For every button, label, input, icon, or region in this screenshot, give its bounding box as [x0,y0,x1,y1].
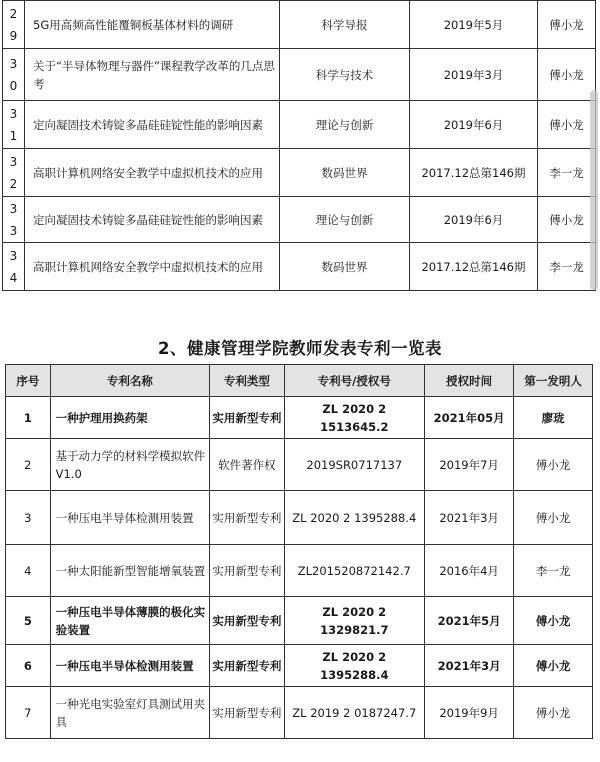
author: 李一龙 [538,149,596,197]
patent-number: ZL 2020 2 1395288.4 [284,645,424,687]
row-number: 3 4 [3,243,25,291]
grant-date: 2019年7月 [424,439,513,491]
row-number: 5 [6,597,51,645]
table-row [3,1,596,49]
row-number: 3 3 [3,197,25,243]
grant-date: 2021年5月 [424,597,513,645]
papers-table [2,0,596,291]
patent-number: ZL201520872142.7 [284,545,424,597]
patent-name: 一种太阳能新型智能增氧装置 [50,545,210,597]
table-row [6,645,593,687]
column-header-number: 专利号/授权号 [284,365,424,397]
row-number: 6 [6,645,51,687]
table-row [3,101,596,149]
inventor: 廖珑 [514,397,593,439]
row-number: 1 [6,397,51,439]
inventor: 傅小龙 [514,439,593,491]
scrollbar-thumb[interactable] [590,90,598,290]
row-number: 2 [6,439,51,491]
author: 傅小龙 [538,1,596,49]
table-header-row [6,365,593,397]
patent-type: 实用新型专利 [210,597,284,645]
journal: 理论与创新 [280,197,410,243]
grant-date: 2021年3月 [424,645,513,687]
column-header-type: 专利类型 [210,365,284,397]
publish-date: 2017.12总第146期 [410,243,538,291]
author: 傅小龙 [538,101,596,149]
patent-name: 一种光电实验室灯具测试用夹具 [50,687,210,739]
column-header-name: 专利名称 [50,365,210,397]
grant-date: 2021年05月 [424,397,513,439]
row-number: 3 0 [3,49,25,101]
publish-date: 2019年5月 [410,1,538,49]
table-row [6,545,593,597]
patent-type: 软件著作权 [210,439,284,491]
patent-type: 实用新型专利 [210,545,284,597]
inventor: 李一龙 [514,545,593,597]
scrollbar[interactable] [590,90,598,290]
inventor: 傅小龙 [514,645,593,687]
section-heading: 2、健康管理学院教师发表专利一览表 [158,339,442,358]
table-row [3,243,596,291]
patent-name: 一种护理用换药架 [50,397,210,439]
inventor: 傅小龙 [514,597,593,645]
grant-date: 2016年4月 [424,545,513,597]
table-row [6,439,593,491]
patent-type: 实用新型专利 [210,491,284,545]
grant-date: 2021年3月 [424,491,513,545]
author: 傅小龙 [538,49,596,101]
publish-date: 2017.12总第146期 [410,149,538,197]
row-number: 4 [6,545,51,597]
journal: 科学导报 [280,1,410,49]
paper-title: 5G用高频高性能覆铜板基体材料的调研 [25,1,280,49]
paper-title: 定向凝固技术铸锭多晶硅硅锭性能的影响因素 [25,101,280,149]
author: 李一龙 [538,243,596,291]
paper-title: 关于“半导体物理与器件”课程教学改革的几点思考 [25,49,280,101]
row-number: 2 9 [3,1,25,49]
patent-number: ZL 2020 2 1395288.4 [284,491,424,545]
paper-title: 高职计算机网络安全教学中虚拟机技术的应用 [25,149,280,197]
row-number: 7 [6,687,51,739]
patent-name: 一种压电半导体检测用装置 [50,645,210,687]
row-number: 3 [6,491,51,545]
column-header-no: 序号 [6,365,51,397]
row-number: 3 1 [3,101,25,149]
patents-table [5,364,593,739]
author: 傅小龙 [538,197,596,243]
grant-date: 2019年9月 [424,687,513,739]
patent-type: 实用新型专利 [210,397,284,439]
table-row [6,597,593,645]
paper-title: 高职计算机网络安全教学中虚拟机技术的应用 [25,243,280,291]
patent-number: ZL 2020 2 1513645.2 [284,397,424,439]
patent-name: 一种压电半导体检测用装置 [50,491,210,545]
table-row [6,397,593,439]
publish-date: 2019年3月 [410,49,538,101]
table-row [6,491,593,545]
journal: 理论与创新 [280,101,410,149]
patent-name: 一种压电半导体薄膜的极化实验装置 [50,597,210,645]
patent-type: 实用新型专利 [210,687,284,739]
table-row [3,149,596,197]
patent-number: ZL 2019 2 0187247.7 [284,687,424,739]
table-row [3,197,596,243]
column-header-date: 授权时间 [424,365,513,397]
publish-date: 2019年6月 [410,197,538,243]
inventor: 傅小龙 [514,491,593,545]
patent-number: ZL 2020 2 1329821.7 [284,597,424,645]
publish-date: 2019年6月 [410,101,538,149]
journal: 数码世界 [280,149,410,197]
journal: 科学与技术 [280,49,410,101]
table-row [6,687,593,739]
paper-title: 定向凝固技术铸锭多晶硅硅锭性能的影响因素 [25,197,280,243]
column-header-inventor: 第一发明人 [514,365,593,397]
journal: 数码世界 [280,243,410,291]
row-number: 3 2 [3,149,25,197]
patent-name: 基于动力学的材料学模拟软件V1.0 [50,439,210,491]
inventor: 傅小龙 [514,687,593,739]
table-row [3,49,596,101]
patent-number: 2019SR0717137 [284,439,424,491]
patent-type: 实用新型专利 [210,645,284,687]
